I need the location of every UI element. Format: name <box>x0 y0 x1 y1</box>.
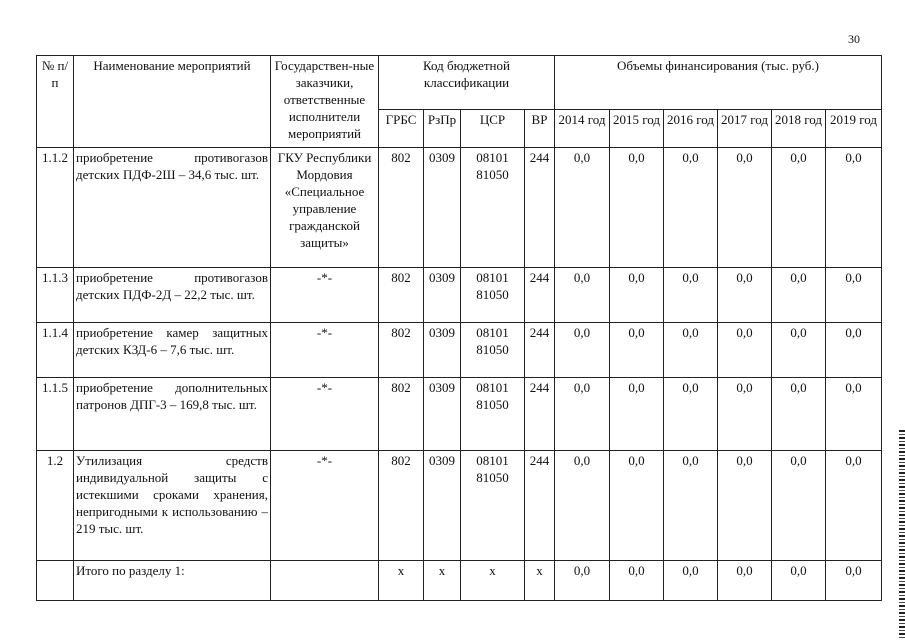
table-row <box>37 268 882 323</box>
row-num: 1.1.5 <box>37 378 74 451</box>
header-year: 2016 год <box>664 110 718 148</box>
row-value: 0,0 <box>664 451 718 561</box>
row-value: 0,0 <box>610 378 664 451</box>
header-budget-code: Код бюджетной классификации <box>379 56 555 110</box>
row-customer: -*- <box>271 378 379 451</box>
header-year: 2018 год <box>772 110 826 148</box>
header-customers: Государствен-ные заказчики, ответственные исполнители мероприятий <box>271 56 379 148</box>
total-row <box>37 561 882 601</box>
row-value: 0,0 <box>610 148 664 268</box>
row-vr: 244 <box>525 451 555 561</box>
row-value: 0,0 <box>555 148 610 268</box>
row-customer: -*- <box>271 268 379 323</box>
row-rzpr: 0309 <box>424 378 461 451</box>
total-label: Итого по разделу 1: <box>74 561 271 601</box>
row-value: 0,0 <box>555 268 610 323</box>
total-value: 0,0 <box>772 561 826 601</box>
row-csr: 08101 81050 <box>461 378 525 451</box>
header-financing: Объемы финансирования (тыс. руб.) <box>555 56 882 110</box>
header-csr: ЦСР <box>461 110 525 148</box>
row-value: 0,0 <box>826 323 882 378</box>
total-num <box>37 561 74 601</box>
row-vr: 244 <box>525 148 555 268</box>
row-customer: -*- <box>271 323 379 378</box>
row-name: приобретение камер защитных детских КЗД-6 – 7,6 тыс. шт. <box>74 323 271 378</box>
row-grbs: 802 <box>379 148 424 268</box>
scan-edge-artifact <box>899 430 905 640</box>
table-row <box>37 378 882 451</box>
row-value: 0,0 <box>772 148 826 268</box>
total-rzpr: х <box>424 561 461 601</box>
row-value: 0,0 <box>826 378 882 451</box>
total-vr: х <box>525 561 555 601</box>
row-grbs: 802 <box>379 323 424 378</box>
table-row <box>37 148 882 268</box>
row-rzpr: 0309 <box>424 268 461 323</box>
row-num: 1.1.4 <box>37 323 74 378</box>
row-vr: 244 <box>525 378 555 451</box>
table-row <box>37 323 882 378</box>
row-name: приобретение противогазов детских ПДФ-2Д – 22,2 тыс. шт. <box>74 268 271 323</box>
total-value: 0,0 <box>610 561 664 601</box>
row-value: 0,0 <box>555 323 610 378</box>
row-value: 0,0 <box>826 268 882 323</box>
row-vr: 244 <box>525 323 555 378</box>
row-rzpr: 0309 <box>424 451 461 561</box>
total-csr: х <box>461 561 525 601</box>
header-rzpr: РзПр <box>424 110 461 148</box>
header-year: 2015 год <box>610 110 664 148</box>
row-grbs: 802 <box>379 268 424 323</box>
header-grbs: ГРБС <box>379 110 424 148</box>
row-name: приобретение противогазов детских ПДФ-2Ш – 34,6 тыс. шт. <box>74 148 271 268</box>
row-value: 0,0 <box>664 323 718 378</box>
row-num: 1.2 <box>37 451 74 561</box>
row-value: 0,0 <box>555 451 610 561</box>
budget-table <box>36 55 882 601</box>
row-rzpr: 0309 <box>424 148 461 268</box>
row-value: 0,0 <box>718 378 772 451</box>
table-row <box>37 451 882 561</box>
total-customer <box>271 561 379 601</box>
row-csr: 08101 81050 <box>461 451 525 561</box>
row-value: 0,0 <box>664 378 718 451</box>
row-value: 0,0 <box>718 451 772 561</box>
row-value: 0,0 <box>718 268 772 323</box>
row-value: 0,0 <box>772 268 826 323</box>
header-year: 2019 год <box>826 110 882 148</box>
row-rzpr: 0309 <box>424 323 461 378</box>
page-number: 30 <box>848 32 860 46</box>
row-value: 0,0 <box>718 323 772 378</box>
row-grbs: 802 <box>379 451 424 561</box>
header-year: 2017 год <box>718 110 772 148</box>
row-value: 0,0 <box>826 451 882 561</box>
row-csr: 08101 81050 <box>461 323 525 378</box>
row-value: 0,0 <box>826 148 882 268</box>
row-value: 0,0 <box>610 268 664 323</box>
row-name: Утилизация средств индивидуальной защиты с истекшими сроками хранения, непригодными к использованию – 219 тыс. шт. <box>74 451 271 561</box>
row-value: 0,0 <box>772 378 826 451</box>
header-num: № п/п <box>37 56 74 148</box>
row-value: 0,0 <box>664 148 718 268</box>
row-value: 0,0 <box>664 268 718 323</box>
header-year: 2014 год <box>555 110 610 148</box>
header-row-1 <box>37 56 882 110</box>
row-name: приобретение дополнительных патронов ДПГ-3 – 169,8 тыс. шт. <box>74 378 271 451</box>
row-value: 0,0 <box>610 323 664 378</box>
row-value: 0,0 <box>718 148 772 268</box>
row-value: 0,0 <box>772 323 826 378</box>
row-value: 0,0 <box>555 378 610 451</box>
header-vr: ВР <box>525 110 555 148</box>
row-customer: -*- <box>271 451 379 561</box>
header-name: Наименование мероприятий <box>74 56 271 148</box>
total-value: 0,0 <box>555 561 610 601</box>
total-value: 0,0 <box>718 561 772 601</box>
total-value: 0,0 <box>664 561 718 601</box>
row-customer: ГКУ Республики Мордовия «Специальное управление гражданской защиты» <box>271 148 379 268</box>
total-value: 0,0 <box>826 561 882 601</box>
row-vr: 244 <box>525 268 555 323</box>
row-value: 0,0 <box>772 451 826 561</box>
row-csr: 08101 81050 <box>461 268 525 323</box>
total-grbs: х <box>379 561 424 601</box>
row-num: 1.1.3 <box>37 268 74 323</box>
row-csr: 08101 81050 <box>461 148 525 268</box>
row-num: 1.1.2 <box>37 148 74 268</box>
row-grbs: 802 <box>379 378 424 451</box>
row-value: 0,0 <box>610 451 664 561</box>
